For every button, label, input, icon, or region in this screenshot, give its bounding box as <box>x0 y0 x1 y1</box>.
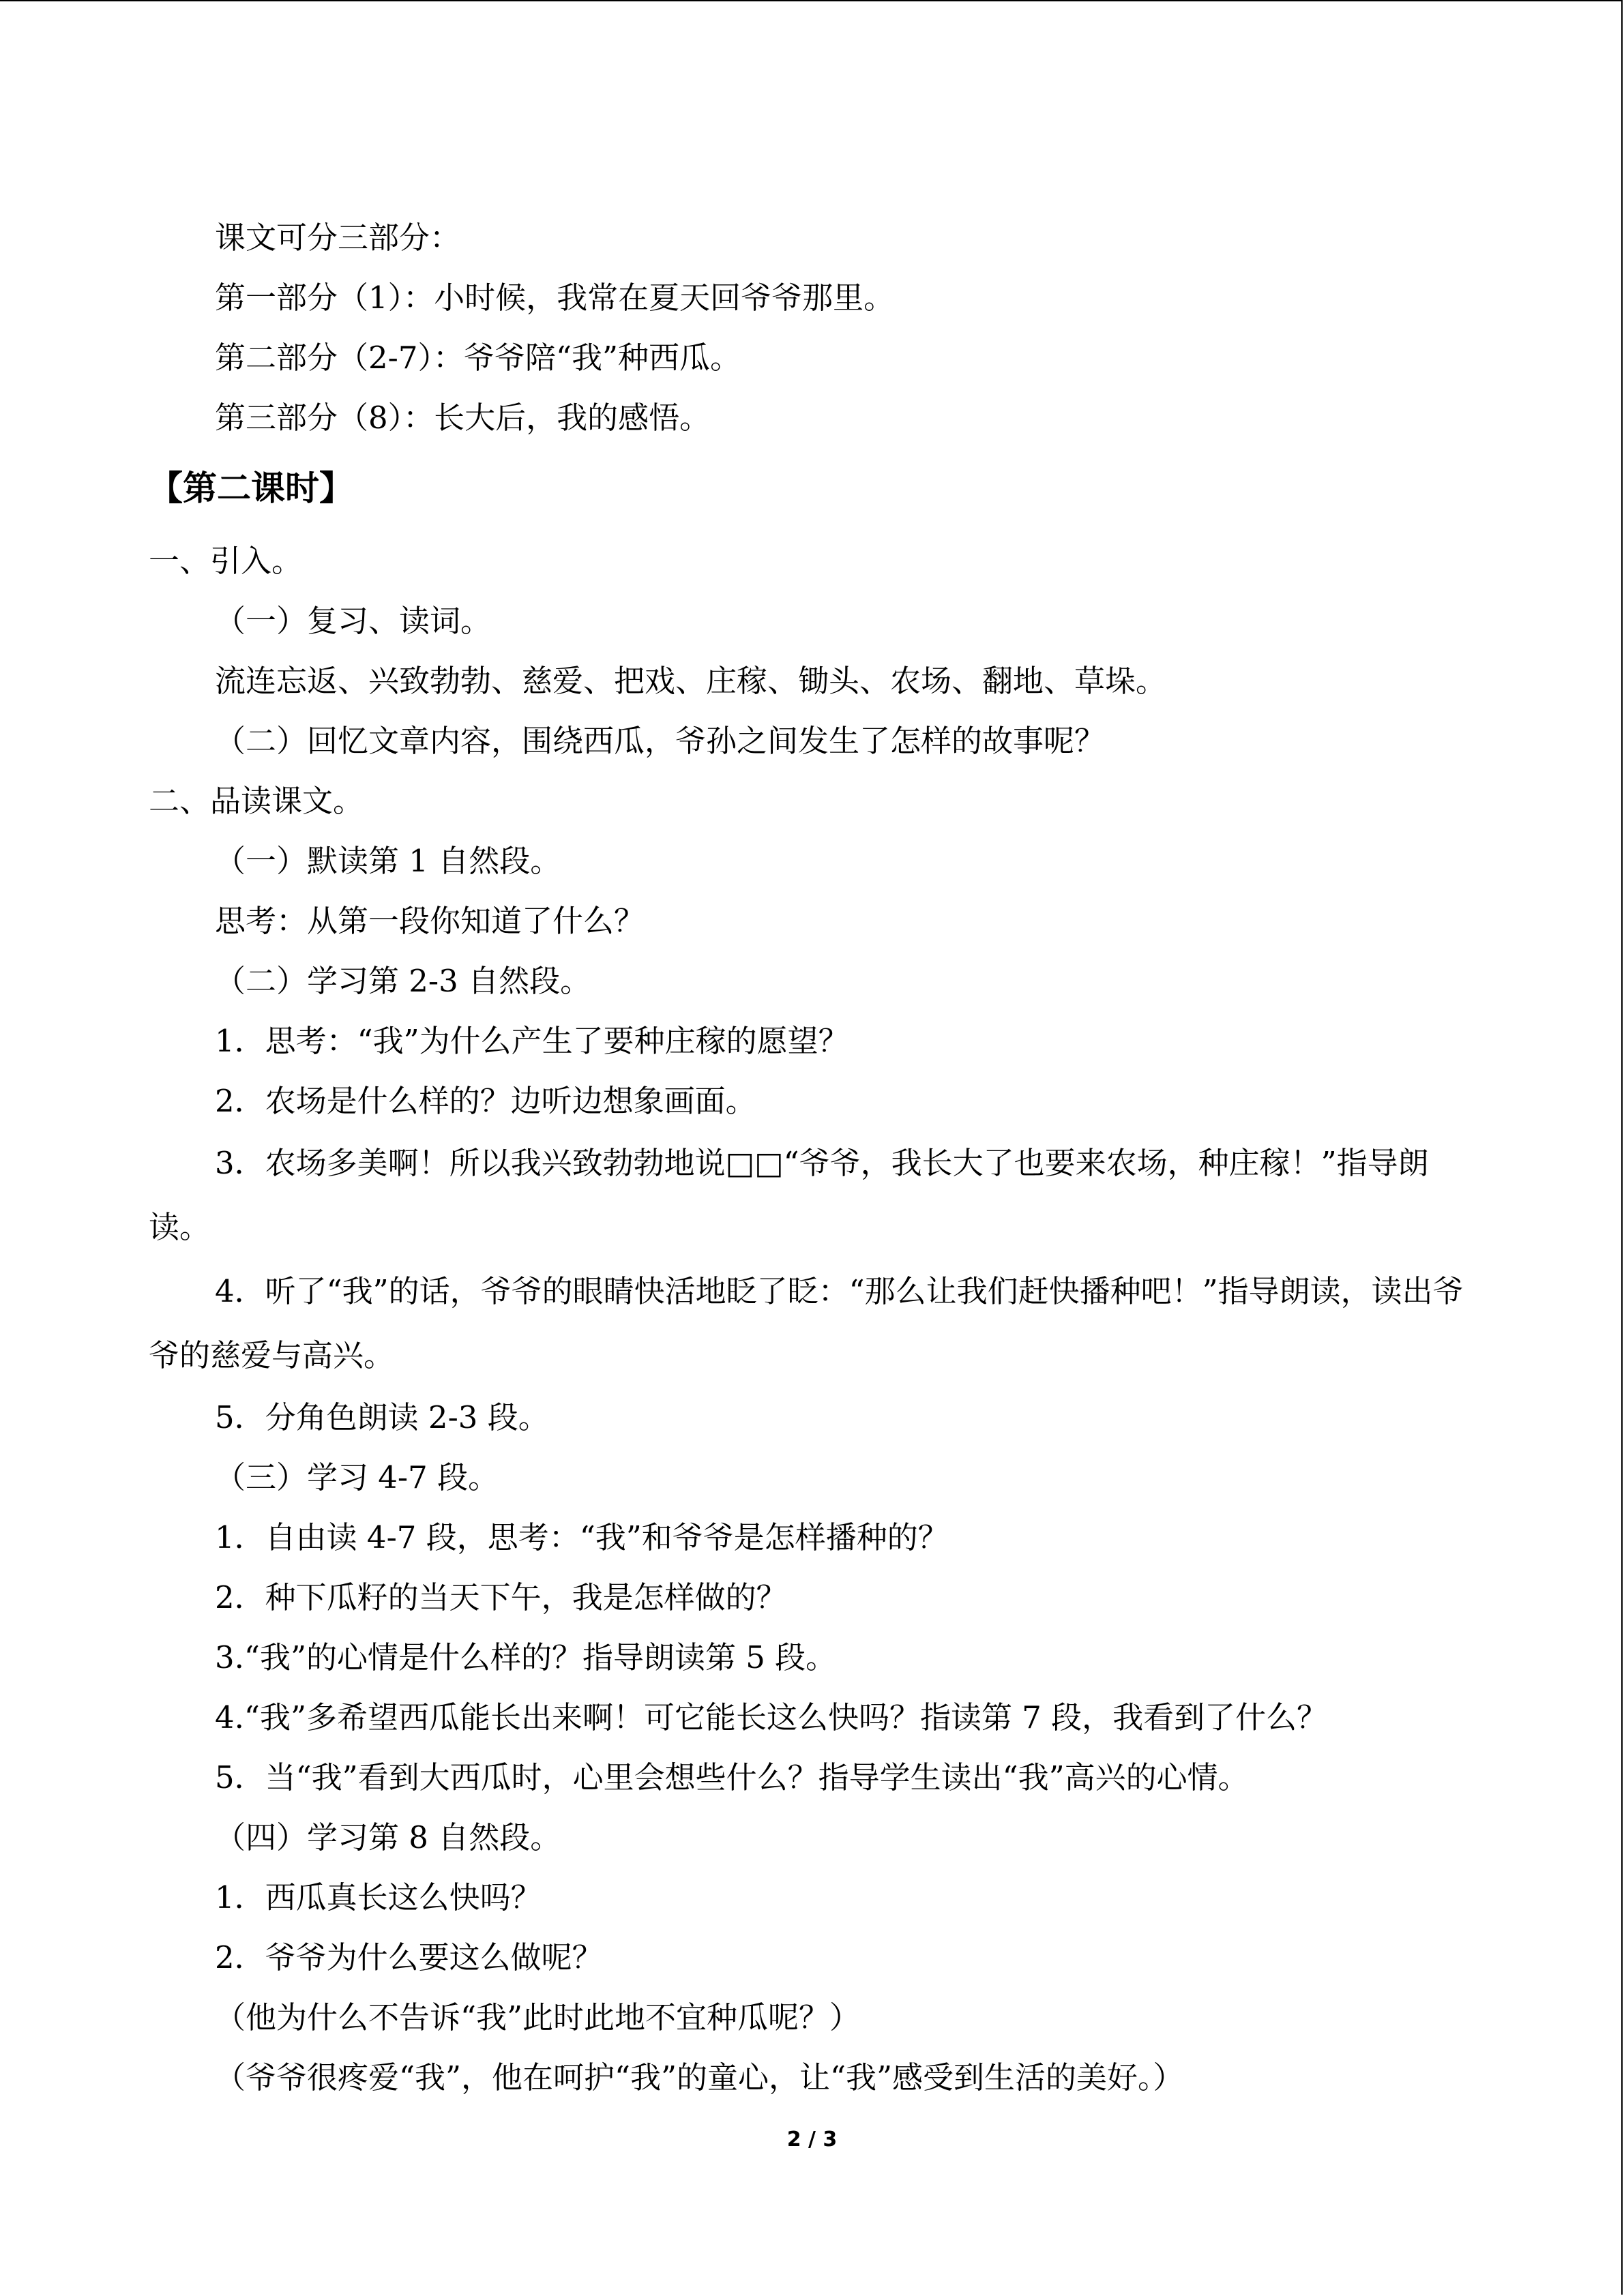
document-body <box>149 208 1486 2108</box>
text-line: 5．分角色朗读 2-3 段。 <box>215 1399 549 1435</box>
page-number: 2 / 3 <box>786 2128 838 2151</box>
text-line: 2．农场是什么样的？边听边想象画面。 <box>215 1083 756 1119</box>
text-paragraph: 4．听了“我”的话，爷爷的眼睛快活地眨了眨：“那么让我们赶快播种吧！”指导朗读，读出爷爷的慈爱与高兴。 <box>149 1273 1464 1373</box>
text-line: （三）学习 4-7 段。 <box>215 1459 499 1495</box>
text-line: 2．种下瓜籽的当天下午，我是怎样做的？ <box>215 1579 787 1615</box>
text-line: 2．爷爷为什么要这么做呢？ <box>215 1939 603 1976</box>
text-line: 3.“我”的心情是什么样的？指导朗读第 5 段。 <box>215 1639 837 1675</box>
text-line: 一、引入。 <box>149 543 303 579</box>
text-line: 课文可分三部分： <box>215 220 461 256</box>
text-line: 第一部分（1）：小时候，我常在夏天回爷爷那里。 <box>215 280 895 316</box>
section-heading: 【第二课时】 <box>149 468 353 508</box>
text-line: 4.“我”多希望西瓜能长出来啊！可它能长这么快吗？指读第 7 段，我看到了什么？ <box>215 1699 1328 1735</box>
text-line: 第二部分（2-7）：爷爷陪“我”种西瓜。 <box>215 340 741 376</box>
text-line: （二）学习第 2-3 自然段。 <box>215 963 591 999</box>
text-line: 二、品读课文。 <box>149 783 364 819</box>
text-line: 思考：从第一段你知道了什么？ <box>215 903 645 939</box>
text-line: 第三部分（8）：长大后，我的感悟。 <box>215 400 711 436</box>
text-line: 5．当“我”看到大西瓜时，心里会想些什么？指导学生读出“我”高兴的心情。 <box>215 1759 1249 1795</box>
text-line: （爷爷很疼爱“我”，他在呵护“我”的童心，让“我”感受到生活的美好。） <box>215 2059 1184 2096</box>
text-line: （四）学习第 8 自然段。 <box>215 1819 561 1855</box>
text-line: 1．西瓜真长这么快吗？ <box>215 1879 542 1915</box>
text-line: （他为什么不告诉“我”此时此地不宜种瓜呢？） <box>215 1999 861 2036</box>
text-line: 1．思考：“我”为什么产生了要种庄稼的愿望？ <box>215 1023 849 1059</box>
text-line: 1．自由读 4-7 段，思考：“我”和爷爷是怎样播种的？ <box>215 1519 949 1555</box>
text-line: （二）回忆文章内容，围绕西瓜，爷孙之间发生了怎样的故事呢？ <box>215 723 1106 759</box>
text-line: 流连忘返、兴致勃勃、慈爱、把戏、庄稼、锄头、农场、翻地、草垛。 <box>215 663 1167 699</box>
text-paragraph: 3．农场多美啊！所以我兴致勃勃地说□□“爷爷，我长大了也要来农场，种庄稼！”指导朗读。 <box>149 1145 1429 1245</box>
text-line: （一）复习、读词。 <box>215 603 492 639</box>
text-line: （一）默读第 1 自然段。 <box>215 843 561 879</box>
